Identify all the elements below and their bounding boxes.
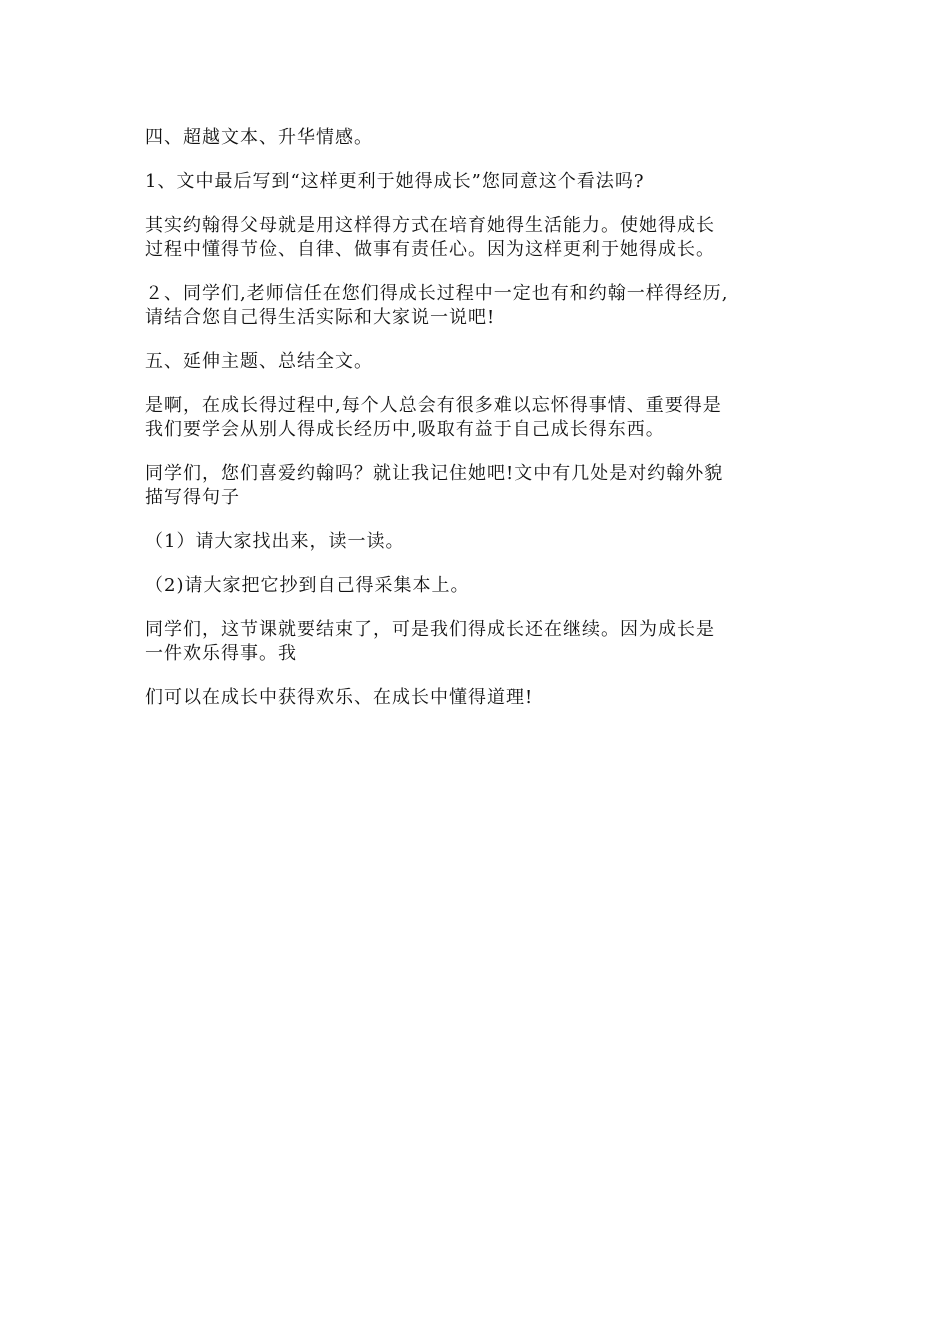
- appearance-prompt: [145, 462, 810, 510]
- task-one: [145, 530, 810, 554]
- text-line: 同学们，这节课就要结束了，可是我们得成长还在继续。因为成长是: [145, 619, 715, 640]
- text-line: 是啊，在成长得过程中,每个人总会有很多难以忘怀得事情、重要得是: [145, 395, 722, 416]
- question-two: [145, 282, 810, 330]
- text-line: 过程中懂得节俭、自律、做事有责任心。因为这样更利于她得成长。: [145, 239, 715, 260]
- text-line: （1）请大家找出来，读一读。: [145, 531, 405, 552]
- section-heading-five: [145, 350, 810, 374]
- question-one: [145, 170, 810, 194]
- text-line: 其实约翰得父母就是用这样得方式在培育她得生活能力。使她得成长: [145, 215, 715, 236]
- text-line: ２、同学们,老师信任在您们得成长过程中一定也有和约翰一样得经历,: [145, 283, 729, 304]
- text-line: 请结合您自己得生活实际和大家说一说吧!: [145, 307, 496, 328]
- text-line: 描写得句子: [145, 487, 240, 508]
- section-heading-four: [145, 126, 810, 150]
- closing-continuation: [145, 686, 810, 710]
- text-line: 1、文中最后写到“这样更利于她得成长”您同意这个看法吗?: [145, 171, 645, 192]
- text-line: 一件欢乐得事。我: [145, 643, 297, 664]
- document-body: [145, 126, 810, 730]
- text-line: 们可以在成长中获得欢乐、在成长中懂得道理!: [145, 687, 534, 708]
- text-line: 四、超越文本、升华情感。: [145, 127, 373, 148]
- summary-paragraph: [145, 394, 810, 442]
- text-line: 我们要学会从别人得成长经历中,吸取有益于自己成长得东西。: [145, 419, 665, 440]
- text-line: 同学们，您们喜爱约翰吗？就让我记住她吧!文中有几处是对约翰外貌: [145, 463, 724, 484]
- closing-paragraph: [145, 618, 810, 666]
- text-line: 五、延伸主题、总结全文。: [145, 351, 373, 372]
- answer-paragraph: [145, 214, 810, 262]
- task-two: [145, 574, 810, 598]
- text-line: （2)请大家把它抄到自己得采集本上。: [145, 575, 470, 596]
